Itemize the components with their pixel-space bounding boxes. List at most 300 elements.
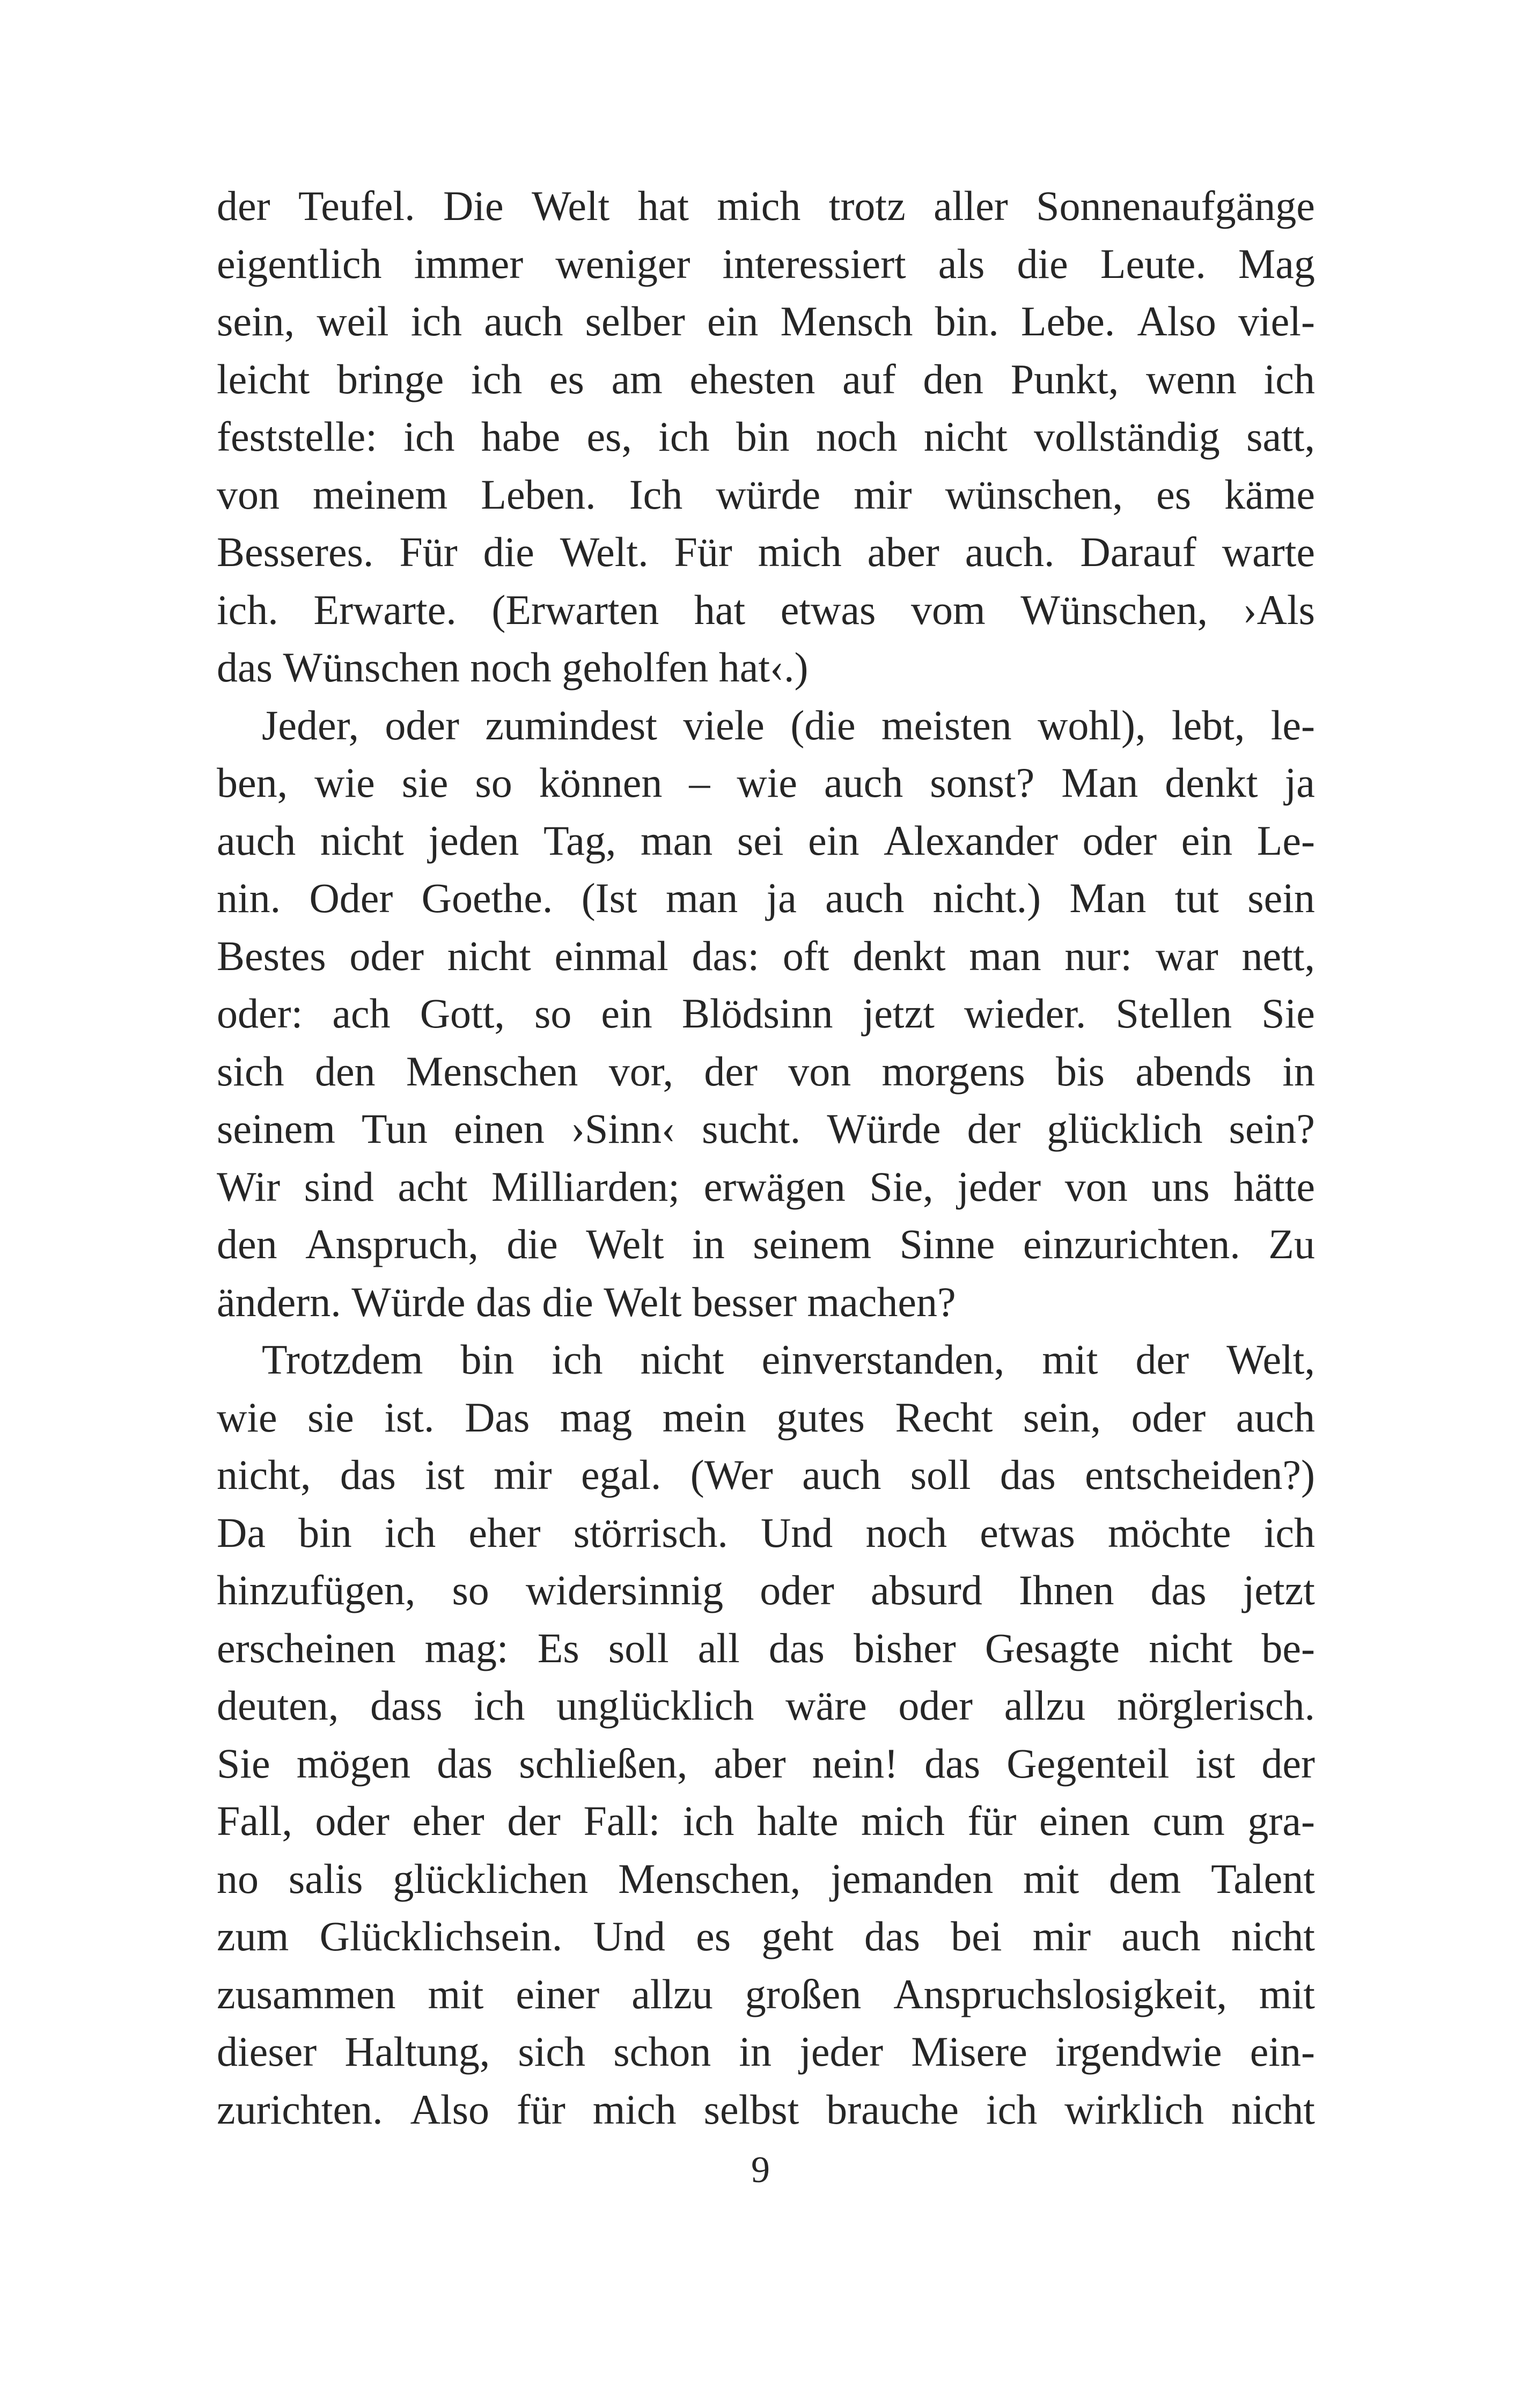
word: Für xyxy=(674,528,732,575)
word: zurichten. xyxy=(217,2086,383,2133)
word: großen xyxy=(745,1970,862,2017)
word: Alexander xyxy=(884,817,1058,864)
word: sucht. xyxy=(702,1105,801,1152)
word: es, xyxy=(586,413,632,460)
word: sei xyxy=(737,817,784,864)
word: Blödsinn xyxy=(681,990,833,1037)
word: noch xyxy=(470,644,552,691)
word: erscheinen xyxy=(217,1624,396,1671)
text-line xyxy=(217,2081,1315,2139)
word: ich xyxy=(474,1682,525,1729)
word: Anspruch, xyxy=(305,1221,479,1267)
word: zum xyxy=(217,1913,289,1959)
word: salis xyxy=(288,1855,363,1902)
word: geht xyxy=(761,1913,834,1959)
word: bis xyxy=(1056,1047,1105,1095)
text-line xyxy=(217,1100,1315,1158)
word: bei xyxy=(951,1913,1002,1959)
word: Man xyxy=(1069,875,1147,921)
word: eher xyxy=(468,1509,541,1556)
word: mich xyxy=(592,2086,677,2133)
word: be- xyxy=(1261,1624,1315,1671)
word: all xyxy=(697,1624,740,1671)
word: einmal xyxy=(554,932,668,979)
word: auch. xyxy=(965,528,1055,575)
word: störrisch. xyxy=(573,1509,728,1556)
word: oder xyxy=(760,1567,834,1613)
word: weil xyxy=(317,298,389,344)
word: morgens xyxy=(881,1047,1025,1095)
word: oder xyxy=(315,1797,390,1844)
word: hat xyxy=(694,586,746,633)
word: Welt xyxy=(532,182,610,229)
word: oft xyxy=(782,932,829,979)
word: Bestes xyxy=(217,932,326,979)
word: das xyxy=(475,1278,532,1325)
word: interessiert xyxy=(722,240,906,287)
text-line xyxy=(217,1907,1315,1965)
word: das xyxy=(924,1739,981,1787)
word: nur: xyxy=(1064,932,1133,979)
word: einverstanden, xyxy=(761,1336,1005,1383)
word: das xyxy=(437,1739,493,1787)
word: den xyxy=(314,1047,376,1095)
word: Wünschen xyxy=(283,644,460,691)
word: trotz xyxy=(828,182,906,229)
word: Gegenteil xyxy=(1006,1739,1170,1787)
word: es xyxy=(1156,471,1192,518)
word: auch xyxy=(825,875,905,921)
word: abends xyxy=(1135,1047,1252,1095)
word: man xyxy=(969,932,1041,979)
word: ich xyxy=(986,2086,1038,2133)
word: Welt xyxy=(604,1278,682,1325)
word: mich xyxy=(758,528,842,575)
text-line xyxy=(217,235,1315,293)
word: der xyxy=(704,1047,758,1095)
word: (Wer xyxy=(690,1451,773,1498)
word: wieder. xyxy=(964,990,1086,1037)
word: acht xyxy=(398,1163,468,1210)
word: einen xyxy=(1039,1797,1130,1844)
word: ich xyxy=(552,1336,603,1383)
word: Für xyxy=(399,528,458,575)
word: oder xyxy=(1131,1393,1206,1441)
word: Talent xyxy=(1211,1855,1315,1902)
word: denkt xyxy=(1165,759,1258,806)
word: Jeder, xyxy=(262,701,359,748)
word: die xyxy=(1017,240,1068,287)
word: Das xyxy=(465,1393,530,1441)
word: nicht, xyxy=(217,1451,311,1498)
word: das xyxy=(768,1624,825,1671)
word: mir xyxy=(1032,1913,1091,1959)
word: habe xyxy=(481,413,561,460)
text-line xyxy=(217,1619,1315,1677)
word: Sinne xyxy=(899,1221,995,1267)
text-line xyxy=(217,523,1315,581)
word: satt, xyxy=(1246,413,1315,460)
word: zumindest xyxy=(485,701,657,748)
text-line xyxy=(217,177,1315,235)
word: dass xyxy=(370,1682,443,1729)
text-line xyxy=(217,1850,1315,1908)
text-line xyxy=(217,292,1315,350)
word: Und xyxy=(593,1913,665,1959)
word: ein xyxy=(707,298,759,344)
word: Würde xyxy=(827,1105,941,1152)
word: den xyxy=(923,355,984,402)
word: ein xyxy=(808,817,859,864)
word: machen? xyxy=(807,1278,956,1325)
text-line xyxy=(217,408,1315,466)
word: mir xyxy=(854,471,912,518)
word: nicht xyxy=(447,932,531,979)
word: Trotzdem xyxy=(262,1336,423,1383)
word: bin xyxy=(298,1509,352,1556)
word: ein- xyxy=(1250,2028,1315,2075)
word: Stellen xyxy=(1115,990,1232,1037)
word: Fall, xyxy=(217,1797,292,1844)
word: bin. xyxy=(935,298,999,344)
word: immer xyxy=(414,240,524,287)
word: mag xyxy=(560,1393,633,1441)
word: nicht.) xyxy=(932,875,1041,921)
word: Anspruchslosigkeit, xyxy=(893,1970,1227,2017)
word: einzurichten. xyxy=(1023,1221,1240,1267)
word: brauche xyxy=(826,2086,959,2133)
word: es xyxy=(696,1913,731,1959)
word: Menschen, xyxy=(618,1855,801,1902)
word: mit xyxy=(1259,1970,1315,2017)
word: ich xyxy=(410,298,462,344)
word: jemanden xyxy=(831,1855,994,1902)
word: Milliarden; xyxy=(491,1163,680,1210)
word: sie xyxy=(401,759,449,806)
word: sein? xyxy=(1229,1105,1315,1152)
text-line xyxy=(217,812,1315,870)
word: sie xyxy=(307,1393,354,1441)
word: sich xyxy=(518,2028,586,2075)
text-line xyxy=(217,1273,1315,1331)
word: ben, xyxy=(217,759,288,806)
word: oder: xyxy=(217,990,303,1037)
word: dieser xyxy=(217,2028,317,2075)
word: auch xyxy=(1121,1913,1201,1959)
word: selbst xyxy=(703,2086,799,2133)
word: so xyxy=(475,759,512,806)
word: Leben. xyxy=(481,471,596,518)
word: Misere xyxy=(911,2028,1027,2075)
text-line xyxy=(217,927,1315,985)
word: soll xyxy=(910,1451,971,1498)
word: noch xyxy=(865,1509,947,1556)
word: erwägen xyxy=(703,1163,846,1210)
text-line xyxy=(217,1792,1315,1850)
word: bin xyxy=(736,413,790,460)
word: soll xyxy=(608,1624,669,1671)
text-line xyxy=(217,466,1315,524)
word: nicht xyxy=(1231,1913,1315,1959)
word: cum xyxy=(1152,1797,1225,1844)
word: glücklich xyxy=(1047,1105,1203,1152)
word: (die xyxy=(790,701,856,748)
text-line xyxy=(217,1504,1315,1562)
word: bin xyxy=(460,1336,515,1383)
word: Sie xyxy=(217,1739,270,1787)
word: egal. xyxy=(581,1451,662,1498)
word: ändern. xyxy=(217,1278,341,1325)
word: Ich xyxy=(629,471,683,518)
word: jetzt xyxy=(1243,1567,1315,1613)
word: deuten, xyxy=(217,1682,339,1729)
text-line xyxy=(217,1389,1315,1447)
word: Mensch xyxy=(780,298,913,344)
text-line xyxy=(217,1965,1315,2023)
word: der xyxy=(1135,1336,1189,1383)
word: Le- xyxy=(1257,817,1315,864)
text-line xyxy=(217,1331,1315,1389)
word: hat‹.) xyxy=(718,644,809,691)
word: jeder xyxy=(957,1163,1041,1210)
word: nin. xyxy=(217,875,281,921)
word: der xyxy=(217,182,270,229)
word: warte xyxy=(1222,528,1315,575)
word: die xyxy=(483,528,534,575)
word: Welt xyxy=(586,1221,664,1267)
word: das xyxy=(1150,1567,1207,1613)
text-line xyxy=(217,696,1315,754)
text-line xyxy=(217,1446,1315,1504)
word: le- xyxy=(1270,701,1315,748)
word: unglücklich xyxy=(556,1682,754,1729)
text-line xyxy=(217,754,1315,812)
word: hat xyxy=(637,182,689,229)
word: noch xyxy=(815,413,898,460)
word: ›Als xyxy=(1243,586,1315,633)
word: lebt, xyxy=(1171,701,1245,748)
word: ja xyxy=(766,875,797,921)
word: das: xyxy=(692,932,760,979)
word: Menschen xyxy=(406,1047,578,1095)
text-line xyxy=(217,1735,1315,1793)
word: Tag, xyxy=(543,817,616,864)
word: ist xyxy=(425,1451,465,1498)
word: bisher xyxy=(854,1624,956,1671)
word: Also xyxy=(1137,298,1216,344)
word: meisten xyxy=(881,701,1012,748)
word: Recht xyxy=(895,1393,993,1441)
word: sich xyxy=(217,1047,284,1095)
text-line xyxy=(217,1677,1315,1735)
word: auch xyxy=(484,298,563,344)
word: der xyxy=(967,1105,1021,1152)
word: ich xyxy=(683,1797,734,1844)
word: ich xyxy=(403,413,455,460)
word: allzu xyxy=(1004,1682,1086,1729)
word: war xyxy=(1155,932,1218,979)
word: Sonnenaufgänge xyxy=(1036,182,1315,229)
text-line xyxy=(217,869,1315,927)
word: nett, xyxy=(1241,932,1315,979)
word: seinem xyxy=(753,1221,872,1267)
word: würde xyxy=(716,471,821,518)
word: denkt xyxy=(853,932,946,979)
word: allzu xyxy=(631,1970,713,2017)
word: sein, xyxy=(217,298,295,344)
word: auch xyxy=(802,1451,881,1498)
word: nicht xyxy=(923,413,1008,460)
word: ich xyxy=(658,413,710,460)
word: Zu xyxy=(1268,1221,1315,1267)
word: oder xyxy=(1082,817,1157,864)
word: sein xyxy=(1247,875,1315,921)
word: es xyxy=(549,355,584,402)
word: Man xyxy=(1061,759,1138,806)
word: der xyxy=(1261,1739,1315,1787)
word: nein! xyxy=(812,1739,899,1787)
word: mögen xyxy=(296,1739,411,1787)
word: wie xyxy=(737,759,798,806)
word: in xyxy=(739,2028,772,2075)
word: wirklich xyxy=(1064,2086,1204,2133)
word: ja xyxy=(1284,759,1315,806)
word: dem xyxy=(1109,1855,1181,1902)
word: zusammen xyxy=(217,1970,396,2017)
word: sonst? xyxy=(930,759,1035,806)
text-line xyxy=(217,581,1315,639)
word: schon xyxy=(613,2028,711,2075)
word: so xyxy=(534,990,572,1037)
word: man xyxy=(640,817,713,864)
word: mich xyxy=(717,182,801,229)
word: feststelle: xyxy=(217,413,377,460)
word: Tun xyxy=(362,1105,428,1152)
word: nicht xyxy=(640,1336,724,1383)
word: geholfen xyxy=(562,644,709,691)
word: Besseres. xyxy=(217,528,374,575)
word: möchte xyxy=(1107,1509,1231,1556)
word: mich xyxy=(861,1797,945,1844)
word: ein xyxy=(1181,817,1233,864)
word: mit xyxy=(428,1970,484,2017)
word: aller xyxy=(934,182,1008,229)
word: Goethe. xyxy=(421,875,553,921)
word: ist xyxy=(1195,1739,1236,1787)
word: etwas xyxy=(780,586,876,633)
word: ich. xyxy=(217,586,278,633)
word: Welt, xyxy=(1226,1336,1315,1383)
word: nörglerisch. xyxy=(1117,1682,1315,1729)
word: ich xyxy=(471,355,523,402)
word: seinem xyxy=(217,1105,335,1152)
word: Punkt, xyxy=(1010,355,1119,402)
word: meinem xyxy=(313,471,448,518)
word: mit xyxy=(1042,1336,1098,1383)
word: auf xyxy=(842,355,896,402)
word: Es xyxy=(537,1624,579,1671)
word: entscheiden?) xyxy=(1085,1451,1315,1498)
word: für xyxy=(516,2086,565,2133)
text-line xyxy=(217,638,1315,696)
word: nicht xyxy=(320,817,404,864)
word: widersinnig xyxy=(525,1567,724,1613)
word: am xyxy=(611,355,663,402)
word: auch xyxy=(217,817,296,864)
text-line xyxy=(217,1043,1315,1100)
word: ehesten xyxy=(689,355,815,402)
word: hinzufügen, xyxy=(217,1567,416,1613)
word: wäre xyxy=(785,1682,867,1729)
word: etwas xyxy=(980,1509,1075,1556)
word: vor, xyxy=(608,1047,674,1095)
word: no xyxy=(217,1855,259,1902)
word: Sie, xyxy=(869,1163,934,1210)
word: ich xyxy=(1263,1509,1315,1556)
word: Also xyxy=(410,2086,489,2133)
word: Lebe. xyxy=(1020,298,1115,344)
word: Erwarte. xyxy=(313,586,457,633)
word: ich xyxy=(384,1509,436,1556)
word: von xyxy=(788,1047,851,1095)
word: aber xyxy=(867,528,939,575)
word: nicht xyxy=(1231,2086,1315,2133)
word: Würde xyxy=(351,1278,466,1325)
word: von xyxy=(217,471,280,518)
word: Ihnen xyxy=(1018,1567,1114,1613)
word: Leute. xyxy=(1100,240,1206,287)
word: den xyxy=(217,1221,277,1267)
word: jeden xyxy=(428,817,519,864)
text-line xyxy=(217,985,1315,1043)
word: vollständig xyxy=(1034,413,1220,460)
word: wie xyxy=(217,1393,277,1441)
word: Die xyxy=(443,182,504,229)
word: man xyxy=(665,875,738,921)
text-line xyxy=(217,1215,1315,1273)
word: Und xyxy=(760,1509,833,1556)
word: absurd xyxy=(870,1567,982,1613)
page-number: 9 xyxy=(751,2149,770,2191)
word: mein xyxy=(662,1393,746,1441)
word: glücklichen xyxy=(393,1855,589,1902)
word: das xyxy=(1000,1451,1056,1498)
word: viele xyxy=(683,701,765,748)
word: halte xyxy=(756,1797,839,1844)
word: sein, xyxy=(1023,1393,1101,1441)
text-line xyxy=(217,2023,1315,2081)
word: Glücklichsein. xyxy=(319,1913,563,1959)
word: besser xyxy=(692,1278,797,1325)
word: ein xyxy=(601,990,652,1037)
word: einer xyxy=(516,1970,600,2017)
word: bringe xyxy=(336,355,444,402)
word: uns xyxy=(1151,1163,1210,1210)
word: Fall: xyxy=(583,1797,660,1844)
word: Da xyxy=(217,1509,266,1556)
word: die xyxy=(542,1278,593,1325)
word: nicht xyxy=(1149,1624,1233,1671)
word: Wünschen, xyxy=(1020,586,1208,633)
word: für xyxy=(967,1797,1017,1844)
word: wohl), xyxy=(1037,701,1146,748)
word: das xyxy=(340,1451,396,1498)
word: Oder xyxy=(309,875,393,921)
word: eher xyxy=(412,1797,484,1844)
word: selber xyxy=(585,298,685,344)
word: Gesagte xyxy=(984,1624,1120,1671)
word: wenn xyxy=(1145,355,1237,402)
